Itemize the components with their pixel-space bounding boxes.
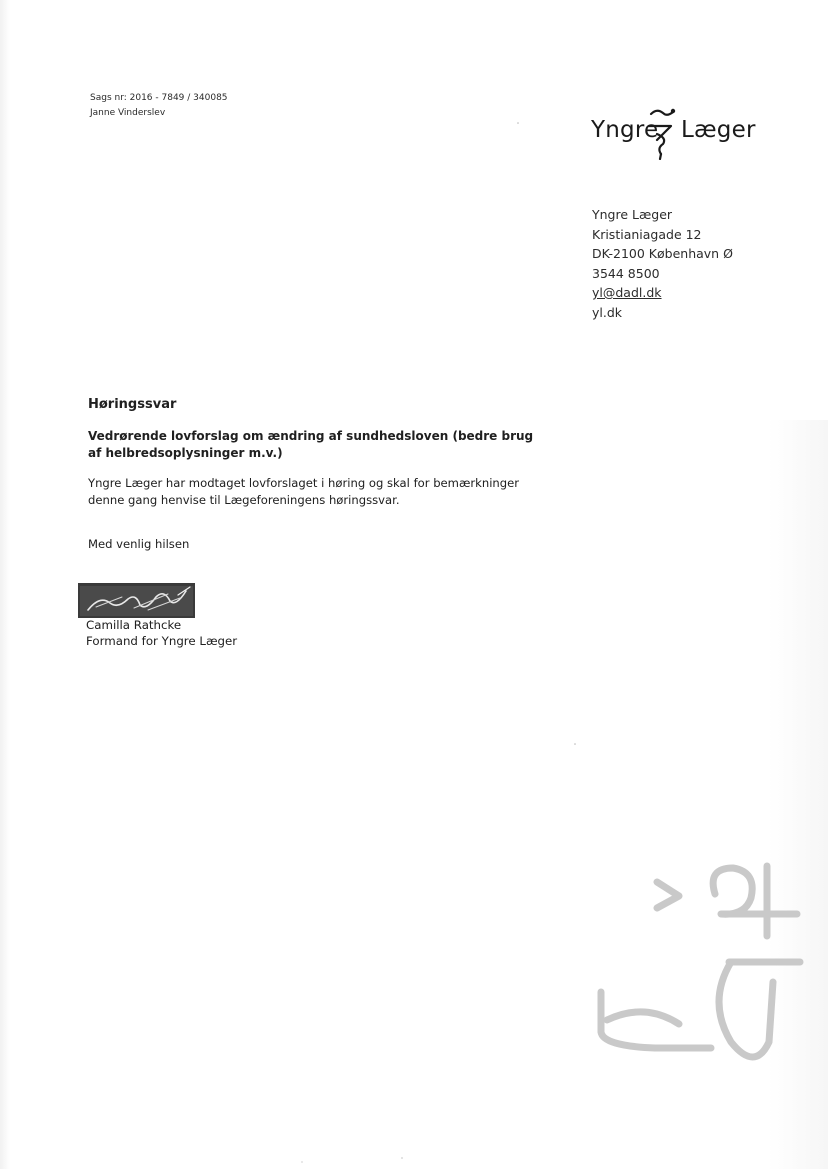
letter-heading: Høringssvar [88,397,177,412]
logo-word-left: Yngre [591,117,659,143]
logo-word-right: Læger [681,117,756,143]
sender-city: DK-2100 København Ø [592,246,733,261]
case-number: Sags nr: 2016 - 7849 / 340085 [90,93,228,103]
sender-street: Kristianiagade 12 [592,226,702,242]
letter-closing: Med venlig hilsen [88,537,190,551]
sender-name: Yngre Læger [592,207,673,222]
signatory-title: Formand for Yngre Læger [86,634,238,648]
sender-website: yl.dk [592,304,623,320]
sender-email-link[interactable]: yl@dadl.dk [592,285,662,300]
case-handler: Janne Vinderslev [90,108,166,118]
letter-body: Yngre Læger har modtaget lovforslaget i høring og skal for bemærkninger denne gang henvise til Lægeforeningens høringssvar. [88,476,520,507]
sender-phone: 3544 8500 [592,265,660,281]
signatory-name: Camilla Rathcke [86,618,182,632]
letter-subject: Vedrørende lovforslag om ændring af sundhedsloven (bedre brug af helbredsoplysninger m.v.) [88,429,534,460]
